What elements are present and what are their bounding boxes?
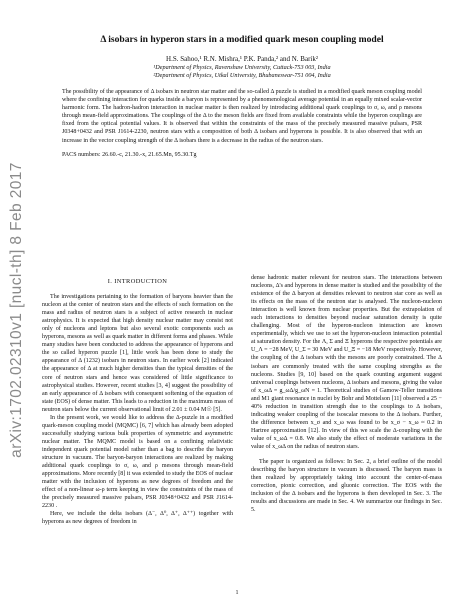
paper-title: Δ isobars in hyperon stars in a modified quark meson coupling model bbox=[100, 34, 384, 45]
intro-paragraph-4: dense hadronic matter relevant for neutron stars. The interactions between nucleons, Δ's and hyperons in dense matter is studied and the possibility of the existence of the Δ baryon at densities relevant to neutron star core as well as its effects on the mass of the neutron star is analysed. The nucleon-nucleon interaction is well known from nuclear properties. But the extrapolation of such interactions to densities beyond nuclear saturation density is quite challenging. Most of the hyperon-nucleon interaction are known experimentally, which we use to set the hyperon-nucleon interaction potential at saturation density. For the Λ, Σ and Ξ hyperons the respective potentials are U_Λ = −28 MeV, U_Σ = 30 MeV and U_Ξ = −18 MeV respectively. However, the coupling of the Δ isobars with the mesons are poorly constrained. The Δ isobars are commonly treated with the same coupling strengths as the nucleons. Studies [9, 10] based on the quark counting argument suggest universal couplings between nucleons, Δ isobars and mesons, giving the value of x_ωΔ = g_ωΔ/g_ωN = 1. Theoretical studies of Gamow-Teller transitions and M1 giant resonance in nuclei by Bohr and Mottelson [11] observed a 25 − 40% reduction in transition strength due to the couplings to Δ isobars, indicating weaker coupling of the isoscalar mesons to the Δ isobars. Further, the difference between x_σ and x_ω was found to be x_σ − x_ω ≈ 0.2 in Hartree approximation [12]. In view of this we scale the Δ-coupling with the value of x_ωΔ = 0.8. We also study the effect of moderate variations in the value of x_ωΔ on the radius of neutron stars. bbox=[251, 275, 442, 450]
affiliation-2: ²Department of Physics, Utkal University, Bhubaneswar-751 004, India bbox=[153, 72, 331, 79]
body-columns bbox=[42, 274, 442, 526]
left-column bbox=[42, 274, 233, 526]
arxiv-stamp-text: arXiv:1702.02310v1 [nucl-th] 8 Feb 2017 bbox=[8, 162, 25, 458]
intro-paragraph-2: In the present work, we would like to address the Δ-puzzle in a modified quark-meson coupling model (MQMC) [6, 7] which has already been adopted successfully studying various bulk properties of symmetric and asymmetric nuclear matter. The MQMC model is based on a confining relativistic independent quark potential model rather than a bag to describe the baryon structure in vacuum. The baryon-baryon interactions are realized by making additional quark couplings to σ, ω, and ρ mesons through mean-field approximations. More recently [8] it was extended to study the EOS of nuclear matter with the inclusion of hyperons as new degrees of freedom and the effect of a non-linear ω-ρ term keeping in view the constraints of the mass of the precisely measured massive pulsars, PSR J0348+0432 and PSR J1614-2230 . bbox=[42, 414, 233, 510]
right-column bbox=[251, 274, 442, 526]
section-heading: I. INTRODUCTION bbox=[107, 278, 168, 285]
arxiv-stamp bbox=[2, 120, 32, 500]
pacs-numbers: PACS numbers: 26.60.-c, 21.30.-x, 21.65.Mn, 95.30.Tg bbox=[62, 151, 197, 158]
outline-paragraph: The paper is organized as follows: In Sec. 2, a brief outline of the model describing the baryon structure in vacuum is discussed. The baryon mass is then realized by appropriately taking into account the center-of-mass correction, pionic correction, and gluonic correction. The EOS with the inclusion of the Δ isobars and the hyperons is then developed in Sec. 3. The results and discussions are made in Sec. 4. We summarize our findings in Sec. 5. bbox=[251, 459, 442, 514]
author-list: H.S. Sahoo,¹ R.N. Mishra,¹ P.K. Panda,² and N. Barik² bbox=[166, 55, 318, 63]
affiliation-1: ¹Department of Physics, Ravenshaw University, Cuttack-753 003, India bbox=[153, 64, 331, 71]
paper-page bbox=[42, 34, 442, 526]
paragraph-gap bbox=[251, 451, 442, 458]
abstract: The possibility of the appearance of Δ isobars in neutron star matter and the so-called Δ puzzle is studied in a modified quark meson coupling model where the confining interaction for quarks inside a baryon is represented by a phenomenological average potential in an equally mixed scalar-vector harmonic form. The hadron-hadron interaction in nuclear matter is then realized by introducing additional quark couplings to σ, ω, and ρ mesons through mean-field approximations. The couplings of the Δ to the meson fields are fixed from available constraints while the hyperon couplings are fixed from the optical potential values. It is observed that within the constraints of the mass of the precisely measured massive pulsars, PSR J0348+0432 and PSR J1614-2230, neutron stars with a composition of both Δ isobars and hyperons is possible. It is also observed that with an increase in the vector coupling strength of the Δ isobars there is a decrease in the radius of the neutron stars. bbox=[62, 89, 422, 144]
page-number: 1 bbox=[235, 590, 239, 596]
intro-paragraph-1: The investigations pertaining to the formation of baryons heavier than the nucleon at the center of neutron stars and the effects of such formation on the mass and radius of neutron stars is a subject of active research in nuclear astrophysics. It is expected that high density nuclear matter may consist not only of nucleons and leptons but also several exotic components such as hyperons, mesons as well as quark matter in different forms and phases. While many studies have been conducted to address the appearance of hyperons and the so called hyperon puzzle [1], little work has been done to study the appearance of Δ (1232) isobars in neutron stars. In earlier work [2] indicated the appearance of Δ at much higher densities than the typical densities of the core of neutron stars and hence was considered of little significance to astrophysical studies. However, recent studies [3, 4] suggest the possibility of an early appearance of Δ isobars with consequent softening of the equation of state (EOS) of dense matter. This leads to a reduction in the maximum mass of neutron stars below the current observational limit of 2.01 ± 0.04 M☉ [5]. bbox=[42, 294, 233, 413]
intro-paragraph-3: Here, we include the delta isobars (Δ⁻, Δ⁰, Δ⁺, Δ⁺⁺) together with hyperons as new degrees of freedom in bbox=[42, 511, 233, 526]
